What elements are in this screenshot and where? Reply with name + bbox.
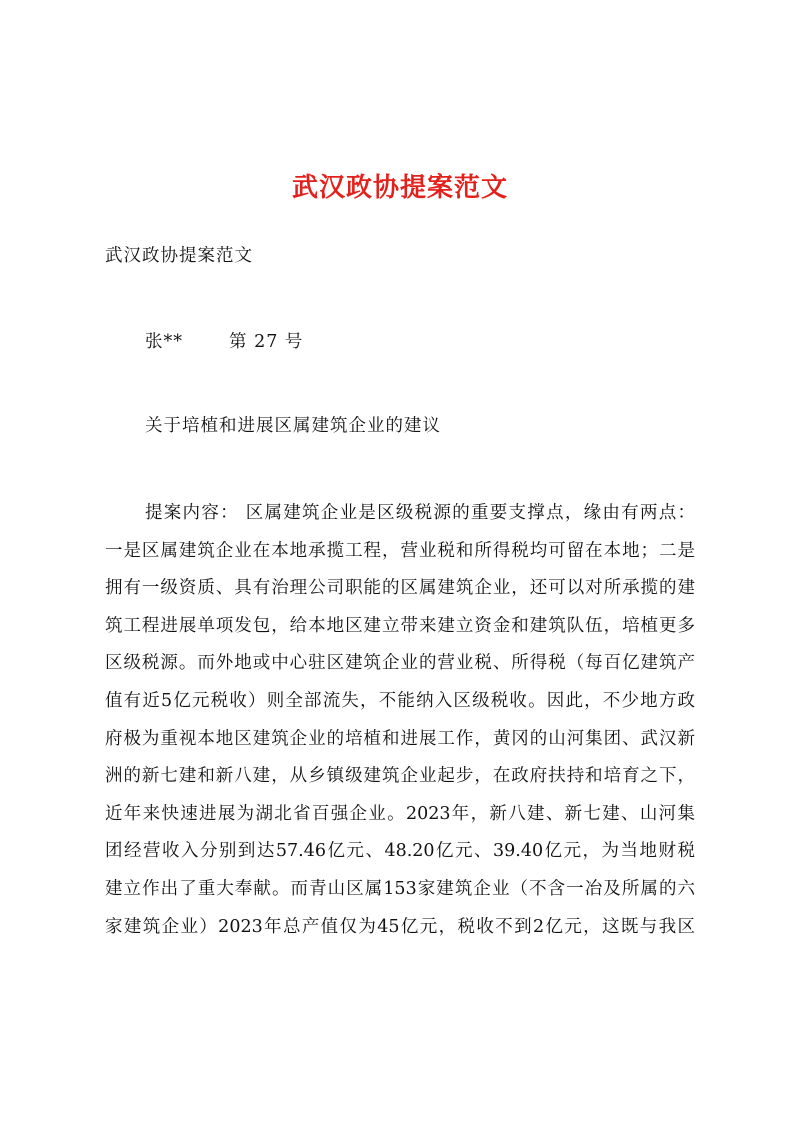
body-line: 拥有一级资质、具有治理公司职能的区属建筑企业，还可以对所承揽的建 [105, 578, 695, 599]
body-line: 团经营收入分别到达57.46亿元、48.20亿元、39.40亿元，为当地财税 [105, 841, 695, 862]
body-line: 家建筑企业）2023年总产值仅为45亿元，税收不到2亿元，这既与我区 [105, 916, 695, 937]
body-line: 筑工程进展单项发包，给本地区建立带来建立资金和建筑队伍，培植更多 [105, 615, 695, 636]
proposal-number: 第 27 号 [229, 332, 304, 352]
body-line: 洲的新七建和新八建，从乡镇级建筑企业起步，在政府扶持和培育之下， [105, 766, 695, 787]
proposal-body [105, 495, 695, 946]
proposal-title: 关于培植和进展区属建筑企业的建议 [145, 416, 441, 436]
document-subtitle: 武汉政协提案范文 [105, 246, 253, 266]
body-line: 建立作出了重大奉献。而青山区属153家建筑企业（不含一冶及所属的六 [105, 878, 695, 899]
body-line: 府极为重视本地区建筑企业的培植和进展工作，黄冈的山河集团、武汉新 [105, 728, 695, 749]
body-line: 近年来快速进展为湖北省百强企业。2023年，新八建、新七建、山河集 [105, 803, 695, 824]
proposer-name: 张** [145, 332, 183, 352]
proposal-reference [145, 328, 303, 356]
body-line: 提案内容： 区属建筑企业是区级税源的重要支撑点，缘由有两点： [145, 503, 695, 523]
body-line: 区级税源。而外地或中心驻区建筑企业的营业税、所得税（每百亿建筑产 [105, 653, 695, 674]
body-line: 一是区属建筑企业在本地承揽工程，营业税和所得税均可留在本地；二是 [105, 540, 695, 561]
document-title: 武汉政协提案范文 [291, 173, 508, 203]
body-line: 值有近5亿元税收）则全部流失，不能纳入区级税收。因此，不少地方政 [105, 690, 695, 711]
